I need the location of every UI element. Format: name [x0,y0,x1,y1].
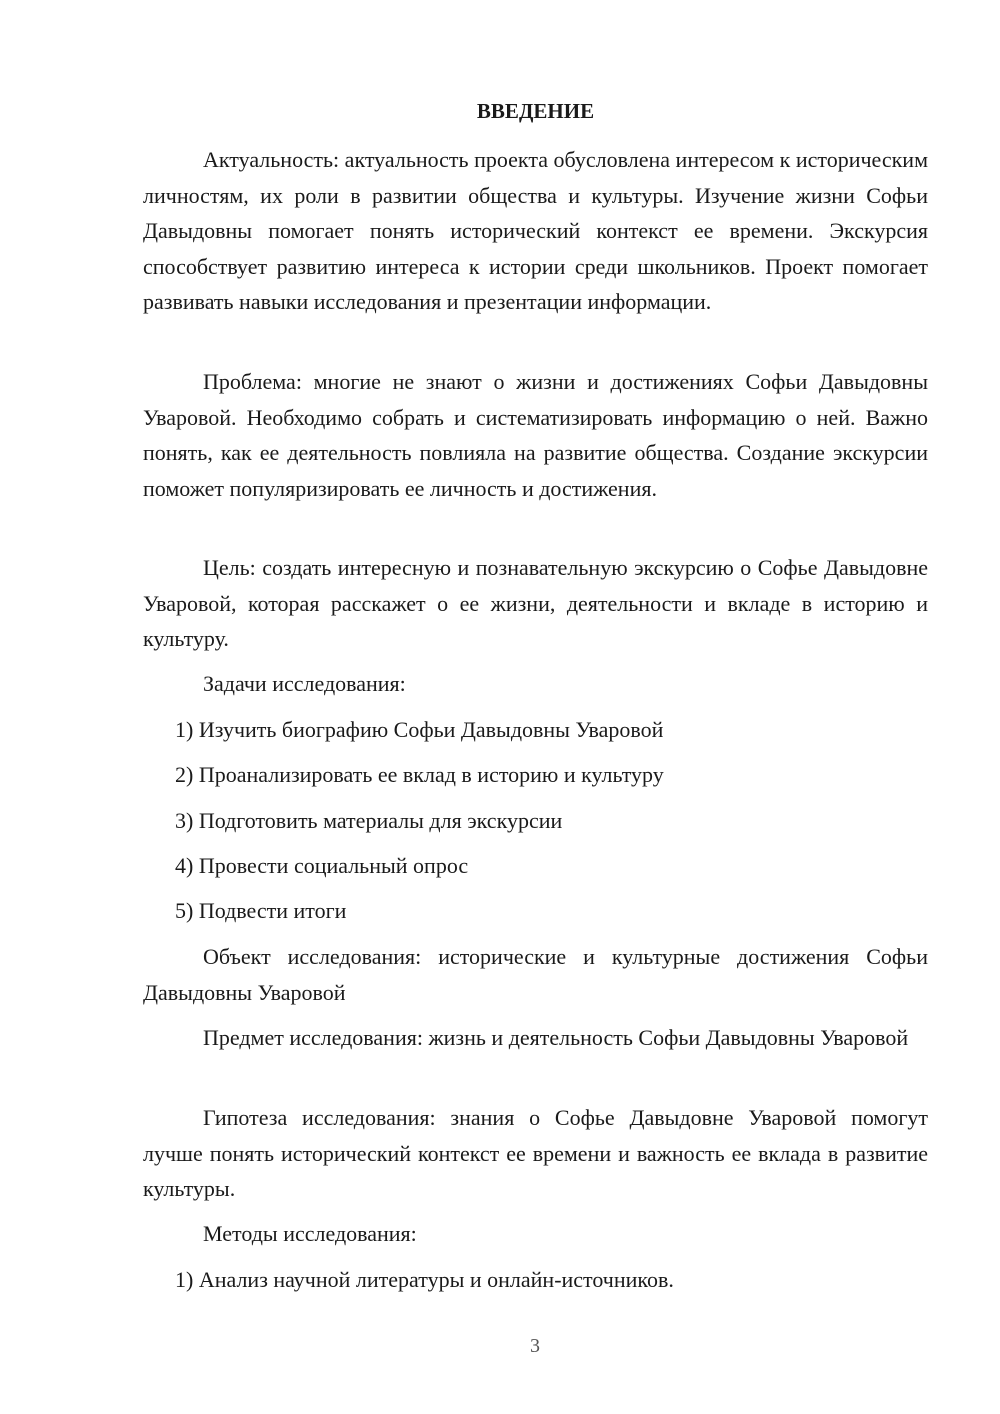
object-paragraph: Объект исследования: исторические и культурные достижения Софьи Давыдовны Уваровой [143,944,928,1005]
task-item: 5) Подвести итоги [175,898,347,923]
task-item: 2) Проанализировать ее вклад в историю и культуру [175,762,664,787]
task-item: 4) Провести социальный опрос [175,853,469,878]
section-heading: ВВЕДЕНИЕ [476,99,595,123]
task-item: 1) Изучить биографию Софьи Давыдовны Уваровой [175,717,664,742]
relevance-paragraph: Актуальность: актуальность проекта обусловлена интересом к историческим личностям, их роли в развитии общества и культуры. Изучение жизни Софьи Давыдовны помогает понять исторический контекст ее времени. Экскурсия способствует развитию интереса к истории среди школьников. Проект помогает развивать навыки исследования и презентации информации. [143,147,928,314]
tasks-title: Задачи исследования: [203,671,406,696]
problem-paragraph: Проблема: многие не знают о жизни и достижениях Софьи Давыдовны Уваровой. Необходимо собрать и систематизировать информацию о ней. Важно понять, как ее деятельность повлияла на развитие общества. Создание экскурсии поможет популяризировать ее личность и достижения. [143,369,928,501]
task-item: 3) Подготовить материалы для экскурсии [175,808,563,833]
method-item: 1) Анализ научной литературы и онлайн-источников. [175,1267,674,1292]
subject-paragraph: Предмет исследования: жизнь и деятельность Софьи Давыдовны Уваровой [203,1025,909,1050]
page-number: 3 [530,1335,540,1357]
goal-paragraph: Цель: создать интересную и познавательную экскурсию о Софье Давыдовне Уваровой, которая расскажет о ее жизни, деятельности и вкладе в историю и культуру. [143,555,928,651]
hypothesis-paragraph: Гипотеза исследования: знания о Софье Давыдовне Уваровой помогут лучше понять исторический контекст ее времени и важность ее вклада в развитие культуры. [143,1105,928,1201]
methods-title: Методы исследования: [203,1221,417,1246]
